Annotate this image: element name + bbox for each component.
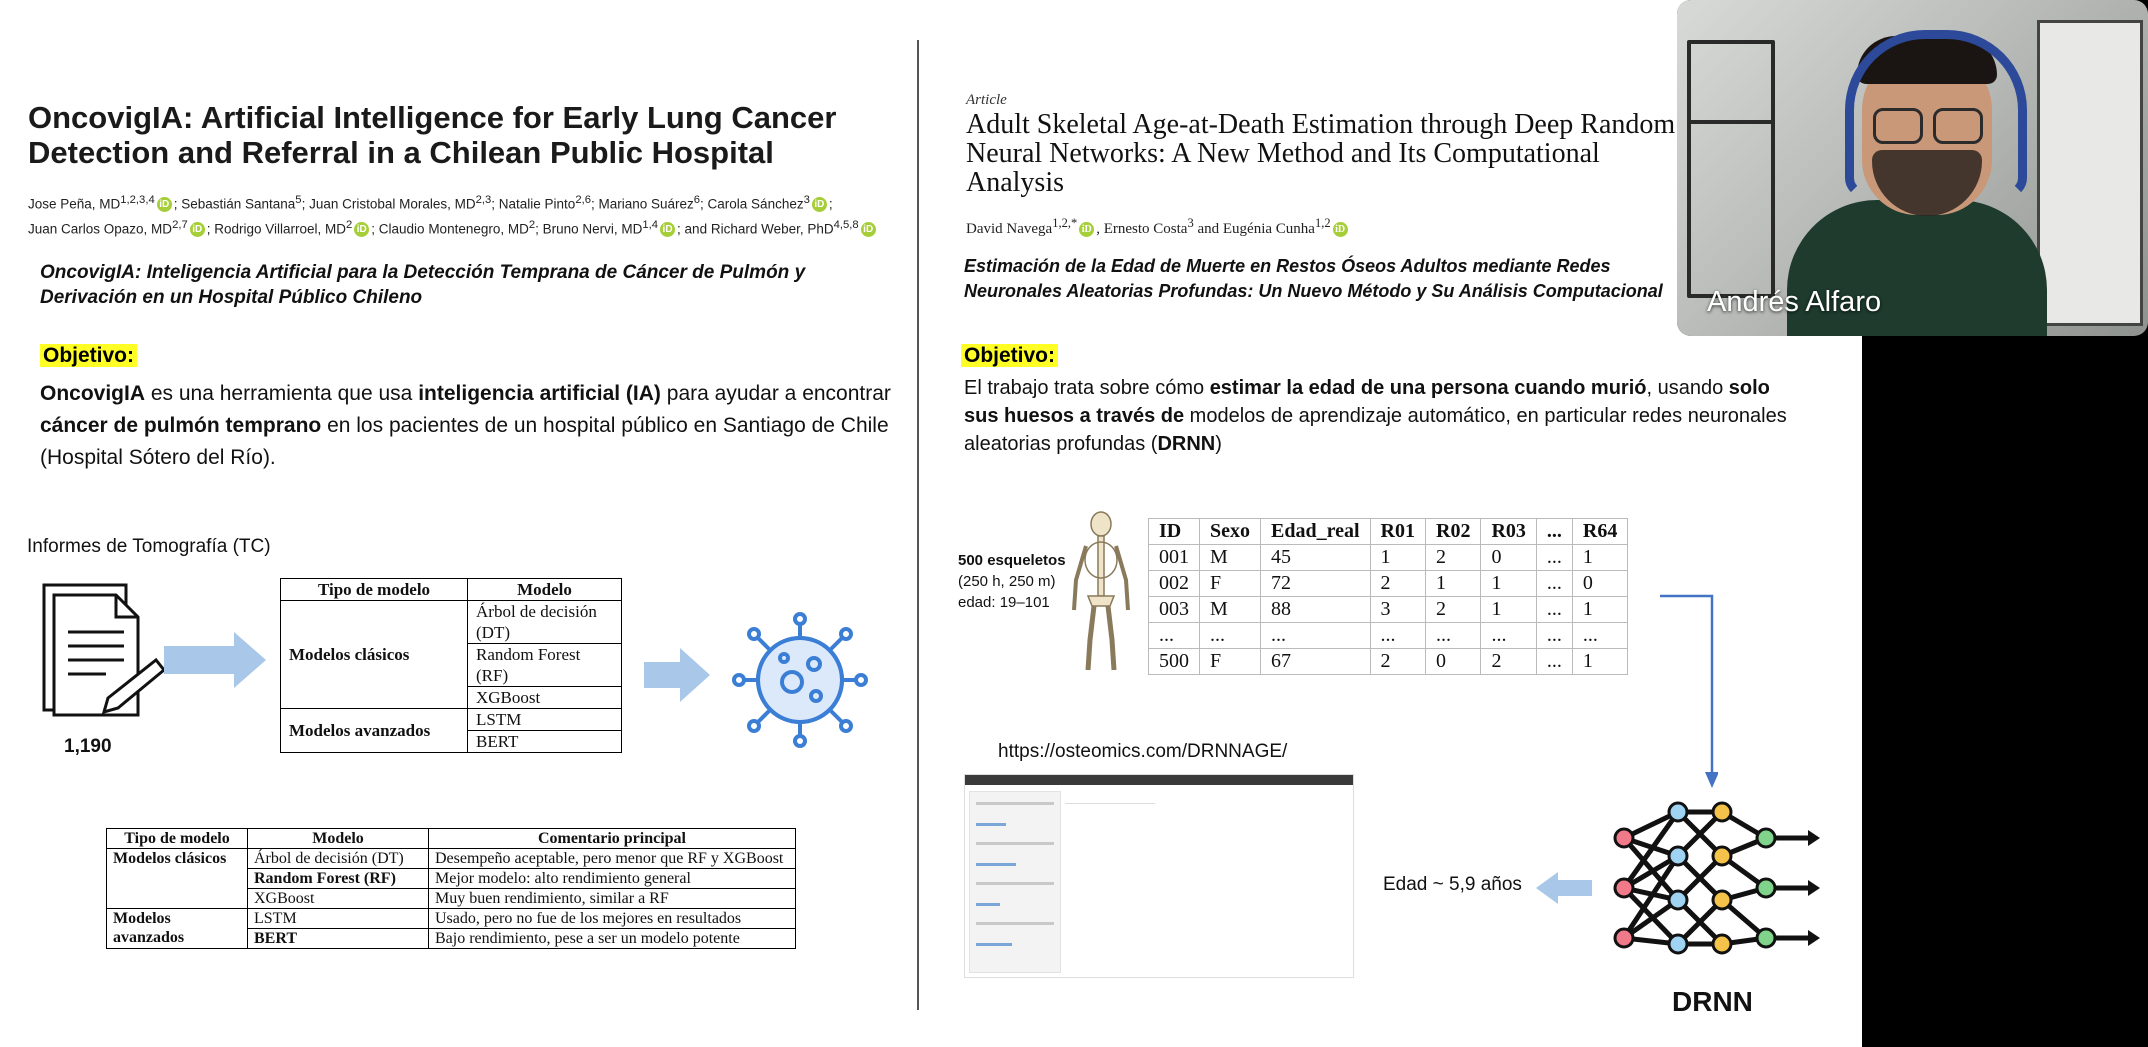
- table-cell: Árbol de decisión (DT): [468, 601, 622, 644]
- participant-name: Andrés Alfaro: [1707, 286, 1882, 318]
- headphones-icon: [1845, 30, 2027, 198]
- table-row: ... ... ... ... ... ... ... ...: [1149, 623, 1628, 649]
- table-cell: Desempeño aceptable, pero menor que RF y XGBoost: [429, 849, 796, 869]
- right-subtitle-es: Estimación de la Edad de Muerte en Restos Óseos Adultos mediante Redes Neuronales Aleatorias Profundas: Un Nuevo Método y Su Análisis Computacional: [964, 256, 1663, 301]
- table-cell: LSTM: [468, 709, 622, 731]
- model-type-table: [280, 578, 622, 753]
- table-cell: Modelos avanzados: [107, 909, 248, 949]
- table-cell: Random Forest (RF): [468, 644, 622, 687]
- right-objective-label: Objetivo:: [961, 344, 1058, 368]
- orcid-icon: iD: [660, 222, 675, 237]
- app-navbar: [965, 775, 1353, 785]
- arrow-right-icon: [164, 632, 268, 688]
- table-row: 500 F 67 2 0 2 ... 1: [1149, 649, 1628, 675]
- table-header: Tipo de modelo: [107, 829, 248, 849]
- website-url[interactable]: https://osteomics.com/DRNNAGE/: [998, 741, 1288, 762]
- app-sidebar: [969, 791, 1061, 973]
- virus-icon: [732, 612, 868, 748]
- orcid-icon: iD: [1079, 222, 1094, 237]
- right-article-label: Article: [966, 92, 1007, 108]
- table-header: Tipo de modelo: [281, 579, 468, 601]
- skeleton-icon: [1066, 510, 1136, 676]
- arrow-left-icon: [1536, 872, 1592, 904]
- table-row: 002 F 72 2 1 1 ... 0: [1149, 571, 1628, 597]
- table-row: 001 M 45 1 2 0 ... 1: [1149, 545, 1628, 571]
- table-cell: XGBoost: [248, 889, 429, 909]
- room-shelf: [1687, 40, 1775, 298]
- left-paper-title: OncovigIA: Artificial Intelligence for Early Lung Cancer Detection and Referral in a Chilean Public Hospital: [28, 100, 837, 170]
- result-label: Edad ~ 5,9 años: [1383, 874, 1522, 895]
- neural-network-icon: [1604, 796, 1822, 976]
- table-header: Sexo: [1200, 519, 1261, 545]
- table-header: ID: [1149, 519, 1200, 545]
- table-cell: BERT: [468, 731, 622, 753]
- left-paper-authors: Jose Peña, MD$^{1,2,3,4}$ iD ; Sebastián Santana$^5$; Juan Cristobal Morales, MD$^{2,3}$; Natalie Pinto$^{2,6}$; Mariano Suárez$^6$; Carola Sánchez$^3$ iD ; Juan Carlos Opazo, MD$^{2,7}$ iD ; Rodrigo Villarroel, $MD^2$ iD ; Claudio Montenegro, $MD^2$; Bruno Nervi, MD$^{1,4}$ iD ; and Richard Weber, PhD$^{4,5,8}$ iD: [28, 190, 908, 239]
- drnnage-app-screenshot: [964, 774, 1354, 978]
- left-objective-label: Objetivo:: [40, 344, 137, 368]
- table-cell: Mejor modelo: alto rendimiento general: [429, 869, 796, 889]
- room-shelf: [1687, 120, 1771, 124]
- table-cell: Modelos avanzados: [281, 709, 468, 753]
- report-count: 1,190: [64, 736, 112, 757]
- slide-divider: [917, 40, 919, 1010]
- table-cell: XGBoost: [468, 687, 622, 709]
- table-cell: Modelos clásicos: [281, 601, 468, 709]
- table-header: R03: [1481, 519, 1536, 545]
- orcid-icon: iD: [354, 222, 369, 237]
- right-paper-authors: David Navega$^{1,2,*}$ iD , Ernesto Costa$^3$ and Eugénia Cunha$^{1,2}$ iD: [966, 216, 1350, 238]
- table-cell: Usado, pero no fue de los mejores en resultados: [429, 909, 796, 929]
- document-pencil-icon: [36, 580, 166, 720]
- drnn-label: DRNN: [1672, 986, 1753, 1017]
- table-cell: Muy buen rendimiento, similar a RF: [429, 889, 796, 909]
- table-header: Modelo: [248, 829, 429, 849]
- orcid-icon: iD: [157, 197, 172, 212]
- skeleton-data-table: [1148, 518, 1628, 675]
- table-cell: LSTM: [248, 909, 429, 929]
- table-row: 003 M 88 3 2 1 ... 1: [1149, 597, 1628, 623]
- right-paper-title: Adult Skeletal Age-at-Death Estimation through Deep Random Neural Networks: A New Method and Its Computational Analysis: [966, 109, 1676, 198]
- table-cell: Bajo rendimiento, pese a ser un modelo potente: [429, 929, 796, 949]
- table-header: R01: [1370, 519, 1425, 545]
- table-cell: BERT: [248, 929, 429, 949]
- right-objective-text: El trabajo trata sobre cómo estimar la edad de una persona cuando murió, usando solo sus huesos a través de modelos de aprendizaje automático, en particular redes neuronales aleatorias profundas (DRNN): [964, 377, 1787, 455]
- flow-connector: [1658, 592, 1718, 792]
- table-cell: Árbol de decisión (DT): [248, 849, 429, 869]
- orcid-icon: iD: [861, 222, 876, 237]
- left-objective-text: OncovigIA es una herramienta que usa inteligencia artificial (IA) para ayudar a encontrar cáncer de pulmón temprano en los pacientes de un hospital público en Santiago de Chile (Hospital Sótero del Río).: [40, 382, 891, 469]
- informes-label: Informes de Tomografía (TC): [27, 536, 271, 557]
- left-subtitle-es: OncovigIA: Inteligencia Artificial para la Detección Temprana de Cáncer de Pulmón y Derivación en un Hospital Público Chileno: [40, 262, 806, 308]
- arrow-right-icon: [644, 648, 712, 702]
- participant-video-tile[interactable]: [1677, 0, 2148, 336]
- table-header: Modelo: [468, 579, 622, 601]
- table-cell: Random Forest (RF): [248, 869, 429, 889]
- table-header: R64: [1572, 519, 1627, 545]
- orcid-icon: iD: [812, 197, 827, 212]
- table-header: R02: [1426, 519, 1481, 545]
- table-cell: Modelos clásicos: [107, 849, 248, 909]
- app-tabs: [1065, 793, 1155, 804]
- table-header: Comentario principal: [429, 829, 796, 849]
- model-comparison-table: [106, 828, 796, 949]
- orcid-icon: iD: [190, 222, 205, 237]
- skeleton-info: 500 esqueletos (250 h, 250 m) edad: 19–101: [958, 552, 1066, 611]
- room-door: [2037, 20, 2143, 326]
- orcid-icon: iD: [1333, 222, 1348, 237]
- table-header: ...: [1536, 519, 1572, 545]
- table-header: Edad_real: [1261, 519, 1371, 545]
